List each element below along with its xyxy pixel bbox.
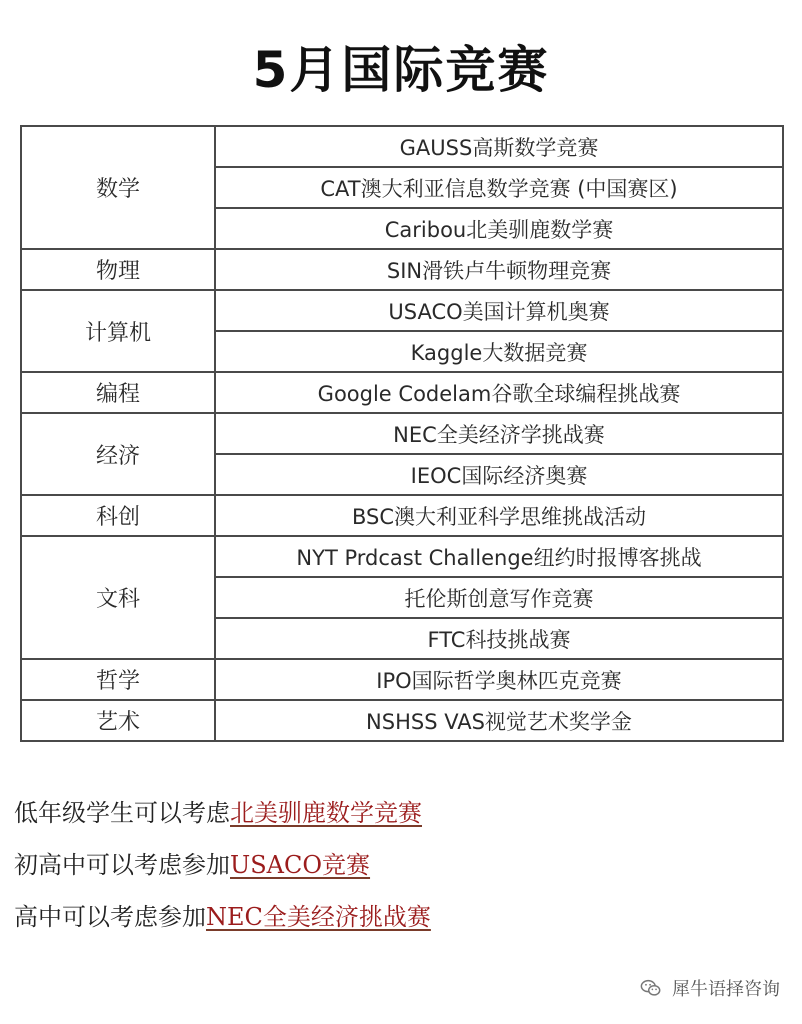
footer-watermark (640, 975, 780, 1001)
note-highlight: USACO竞赛 (230, 851, 371, 879)
note-prefix: 初高中可以考虑参加 (14, 851, 230, 879)
competition-cell: NYT Prdcast Challenge纽约时报博客挑战 (215, 536, 783, 577)
table-row (21, 126, 783, 167)
footer-account-name: 犀牛语择咨询 (672, 979, 780, 1000)
competition-cell: NEC全美经济学挑战赛 (215, 413, 783, 454)
note-line (14, 793, 784, 845)
note-prefix: 低年级学生可以考虑 (14, 799, 230, 827)
note-prefix: 高中可以考虑参加 (14, 903, 206, 931)
category-cell: 计算机 (21, 290, 215, 372)
competition-cell: FTC科技挑战赛 (215, 618, 783, 659)
table-row (21, 413, 783, 454)
competition-cell: CAT澳大利亚信息数学竞赛 (中国赛区) (215, 167, 783, 208)
note-line (14, 845, 784, 897)
table-row (21, 659, 783, 700)
competition-cell: IEOC国际经济奥赛 (215, 454, 783, 495)
recommendation-notes (14, 793, 784, 949)
category-cell: 数学 (21, 126, 215, 249)
category-cell: 哲学 (21, 659, 215, 700)
category-cell: 经济 (21, 413, 215, 495)
table-row (21, 700, 783, 741)
table-row (21, 249, 783, 290)
competition-cell: IPO国际哲学奥林匹克竞赛 (215, 659, 783, 700)
category-cell: 艺术 (21, 700, 215, 741)
competition-cell: BSC澳大利亚科学思维挑战活动 (215, 495, 783, 536)
competition-cell: GAUSS高斯数学竞赛 (215, 126, 783, 167)
category-cell: 物理 (21, 249, 215, 290)
table-row (21, 536, 783, 577)
note-highlight: NEC全美经济挑战赛 (206, 903, 431, 931)
category-cell: 编程 (21, 372, 215, 413)
note-highlight: 北美驯鹿数学竞赛 (230, 799, 422, 827)
competition-cell: Google Codelam谷歌全球编程挑战赛 (215, 372, 783, 413)
competition-cell: 托伦斯创意写作竞赛 (215, 577, 783, 618)
competition-cell: Kaggle大数据竞赛 (215, 331, 783, 372)
note-line (14, 897, 784, 949)
competition-cell: SIN滑铁卢牛顿物理竞赛 (215, 249, 783, 290)
table-row (21, 372, 783, 413)
category-cell: 文科 (21, 536, 215, 659)
page-title: 5月国际竞赛 (252, 41, 550, 99)
table-row (21, 495, 783, 536)
competition-table (20, 125, 784, 742)
wechat-icon (640, 977, 662, 999)
table-row (21, 290, 783, 331)
competition-cell: USACO美国计算机奥赛 (215, 290, 783, 331)
competition-cell: Caribou北美驯鹿数学赛 (215, 208, 783, 249)
competition-cell: NSHSS VAS视觉艺术奖学金 (215, 700, 783, 741)
category-cell: 科创 (21, 495, 215, 536)
competition-table-body (21, 126, 783, 741)
